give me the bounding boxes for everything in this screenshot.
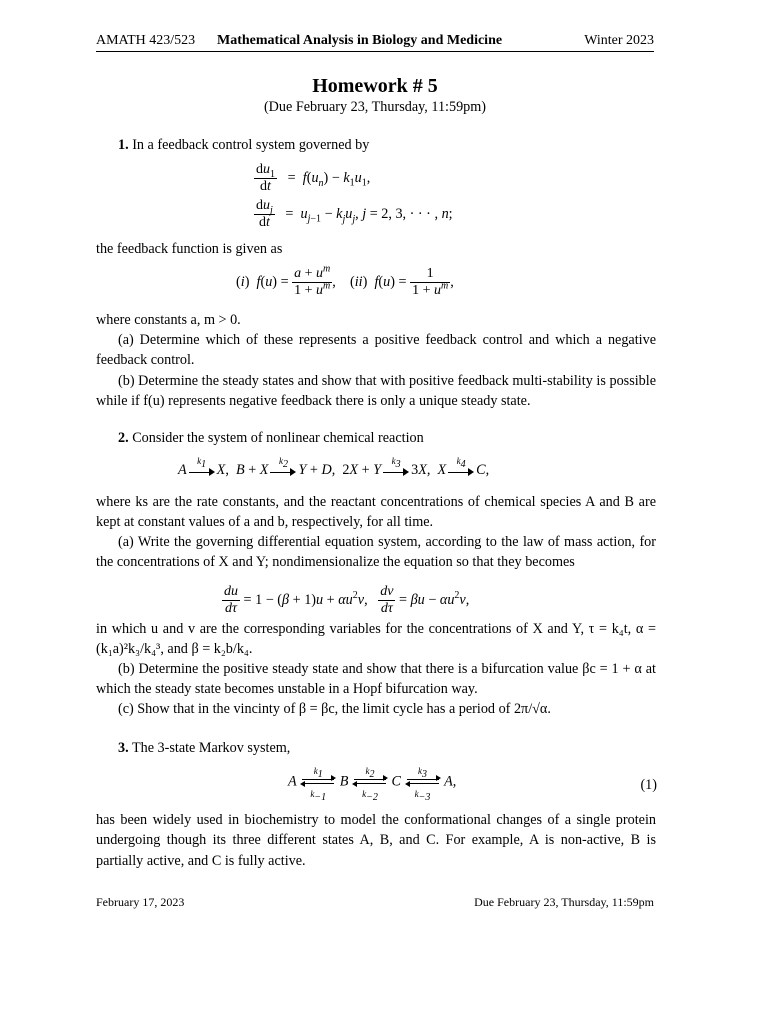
course-code: AMATH 423/523: [96, 33, 196, 48]
q3-text: has been widely used in biochemistry to model the conformational changes of a single protein undergoing though its three different states A, B, and C. For example, A is non-active, B is partially active, and C is fully active.: [96, 812, 656, 869]
q1-feedback-functions: (i) f(u) = $\frac{a + u^m}{1 + u^m}$ , (ii) f(u) = $\frac{1}{1 + u^m}$ ,: [236, 263, 454, 298]
q1-part-a: (a) Determine which of these represents a positive feedback control and which a negative feedback control.: [96, 332, 656, 369]
q2-part-a: (a) Write the governing differential equation system, according to the law of mass action, for the concentrations of X and Y; nondimensionalize the equation so that they becomes: [96, 534, 656, 571]
q2-where: where ks are the rate constants, and the reactant concentrations of chemical species A and B are kept at constant values of a and b, respectively, for all time.: [96, 494, 656, 531]
q2-part-b: (b) Determine the positive steady state and show that there is a bifurcation value βc = 1 + α at which the steady state becomes unstable in a Hopf bifurcation way.: [96, 661, 656, 698]
q2-reaction-scheme: A $k_1$ X, B + X $k_2$ Y + D, 2X + Y $k_3$ 3X, X $k_4$ C,: [178, 455, 490, 478]
q1-intro-text: In a feedback control system governed by: [132, 137, 370, 153]
q3-equation-number: (1): [640, 777, 657, 793]
q2-number: 2.: [118, 430, 129, 446]
q1-part-b: (b) Determine the steady states and show that with positive feedback multi-stability is possible while if f(u) represents negative feedback there is only a unique steady state.: [96, 373, 656, 410]
q2-intro: [96, 428, 678, 448]
q3-intro: [96, 738, 678, 758]
q1-number: 1.: [118, 137, 129, 153]
homework-page: [96, 0, 657, 1024]
q1-intro: [96, 135, 678, 155]
q1-constants: where constants a, m > 0.: [96, 312, 241, 328]
due-date-subtitle: (Due February 23, Thursday, 11:59pm): [263, 99, 487, 115]
q1-ode-1: $\frac{du_1}{dt}$ = $f(u_n) - k_1u_1$,: [256, 162, 371, 194]
term-label: Winter 2023: [584, 33, 654, 48]
footer-due: Due February 23, Thursday, 11:59pm: [474, 895, 654, 909]
page-header: [96, 31, 654, 52]
q2-intro-text: Consider the system of nonlinear chemical reaction: [132, 430, 424, 446]
q1-feedback-line: the feedback function is given as: [96, 241, 283, 257]
q3-intro-text: The 3-state Markov system,: [131, 740, 291, 756]
homework-title: Homework # 5: [312, 75, 438, 97]
q3-markov-scheme: A $k_1$ $k_{-1}$ B $k_2$ $k_{-2}$ C $k_3$ $k_{-3}$ A,: [288, 766, 457, 803]
q3-number: 3.: [118, 740, 129, 756]
q2-part-c: (c) Show that in the vincinty of β = βc, the limit cycle has a period of 2π/√α.: [118, 701, 551, 717]
footer-date: February 17, 2023: [96, 895, 185, 909]
q2-in-which: in which u and v are the corresponding variables for the concentrations of X and Y, τ = k₄t, α = (k₁a)²k₃/k₄³, and β = k₂b/k₄.: [96, 621, 656, 658]
q1-ode-j: $\frac{du_j}{dt}$ = $u_{j-1} - k_ju_j$, j = 2, 3, · · · , n;: [256, 198, 453, 230]
q2-dimensionless-odes: $\frac{du}{d\tau}$ = $1 - (\beta + 1)u + \alpha u^2v$, $\frac{dv}{d\tau}$ = $\beta u - \alpha u^2v$,: [224, 584, 470, 616]
course-title: Mathematical Analysis in Biology and Medicine: [217, 33, 503, 48]
